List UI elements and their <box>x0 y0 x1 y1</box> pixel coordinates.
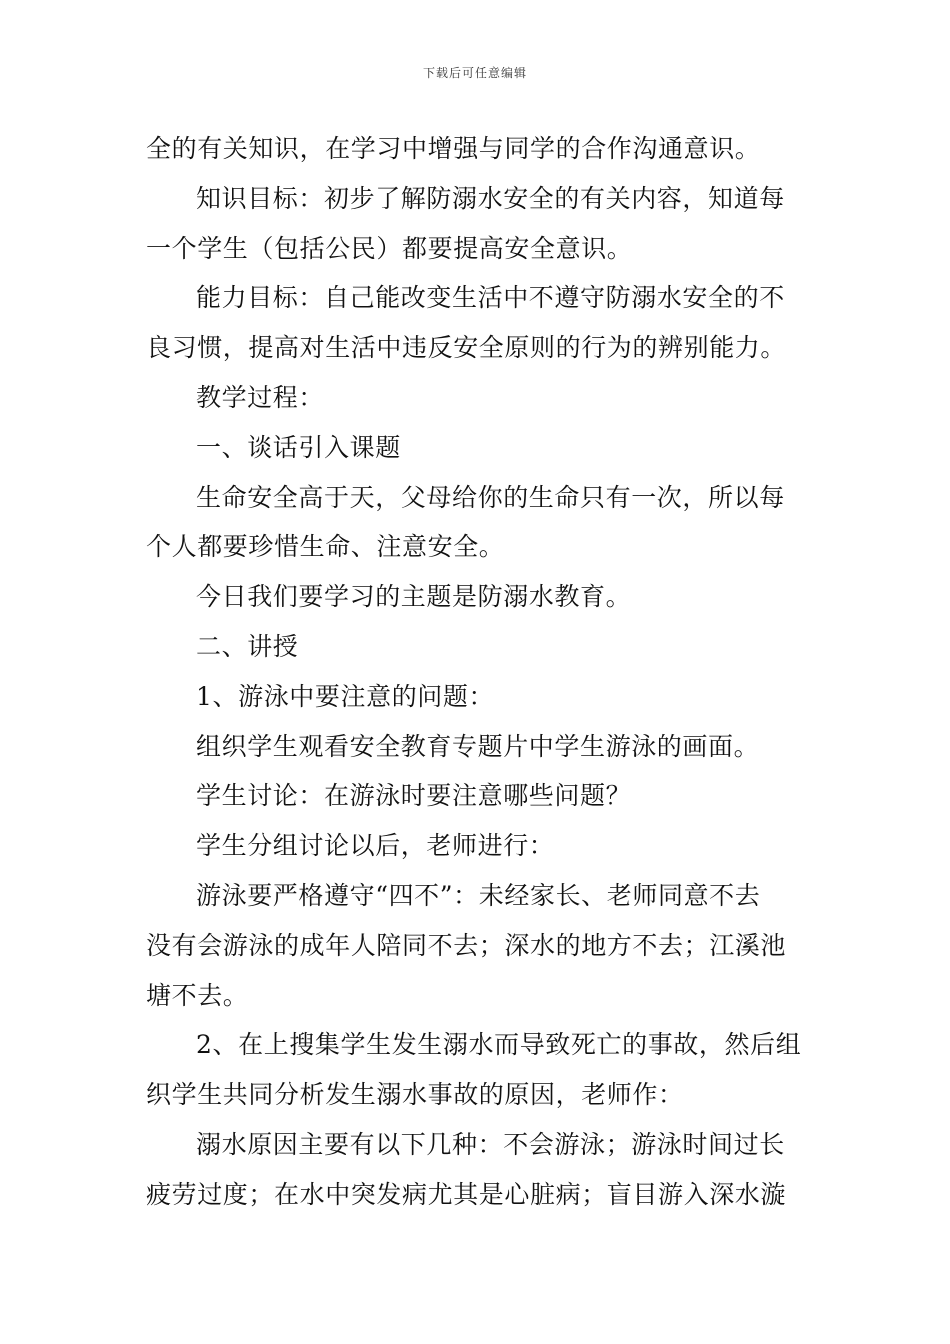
text-line: 学生分组讨论以后，老师进行： <box>196 831 555 861</box>
section-heading: 教学过程： <box>196 382 325 412</box>
text-line: 疲劳过度；在水中突发病尤其是心脏病；盲目游入深水漩 <box>146 1179 787 1209</box>
subsection-heading: 1、游泳中要注意的问题： <box>196 681 495 711</box>
page-header: 下载后可任意编辑 <box>422 66 527 80</box>
text-line: 游泳要严格遵守“四不”：未经家长、老师同意不去 <box>196 880 761 910</box>
subsection-heading: 2、在上搜集学生发生溺水而导致死亡的事故，然后组 <box>196 1030 802 1060</box>
text-line: 学生讨论：在游泳时要注意哪些问题？ <box>196 781 632 811</box>
text-line: 知识目标：初步了解防溺水安全的有关内容，知道每 <box>196 183 785 213</box>
text-line: 今日我们要学习的主题是防溺水教育。 <box>196 582 632 612</box>
text-line: 一个学生（包括公民）都要提高安全意识。 <box>146 233 633 263</box>
document-body <box>146 124 808 1220</box>
text-line: 溺水原因主要有以下几种：不会游泳；游泳时间过长 <box>196 1129 785 1159</box>
text-line: 塘不去。 <box>146 980 249 1010</box>
text-line: 组织学生观看安全教育专题片中学生游泳的画面。 <box>196 731 760 761</box>
text-line: 没有会游泳的成年人陪同不去；深水的地方不去；江溪池 <box>146 930 787 960</box>
text-line: 生命安全高于天，父母给你的生命只有一次，所以每 <box>196 482 785 512</box>
section-heading: 一、谈话引入课题 <box>196 432 401 462</box>
text-line: 能力目标：自己能改变生活中不遵守防溺水安全的不 <box>196 283 785 313</box>
text-line: 织学生共同分析发生溺水事故的原因，老师作： <box>146 1080 684 1110</box>
text-line: 良习惯，提高对生活中违反安全原则的行为的辨别能力。 <box>146 333 787 363</box>
section-heading: 二、讲授 <box>196 631 299 661</box>
text-line: 全的有关知识，在学习中增强与同学的合作沟通意识。 <box>146 134 761 163</box>
text-line: 个人都要珍惜生命、注意安全。 <box>146 532 505 562</box>
